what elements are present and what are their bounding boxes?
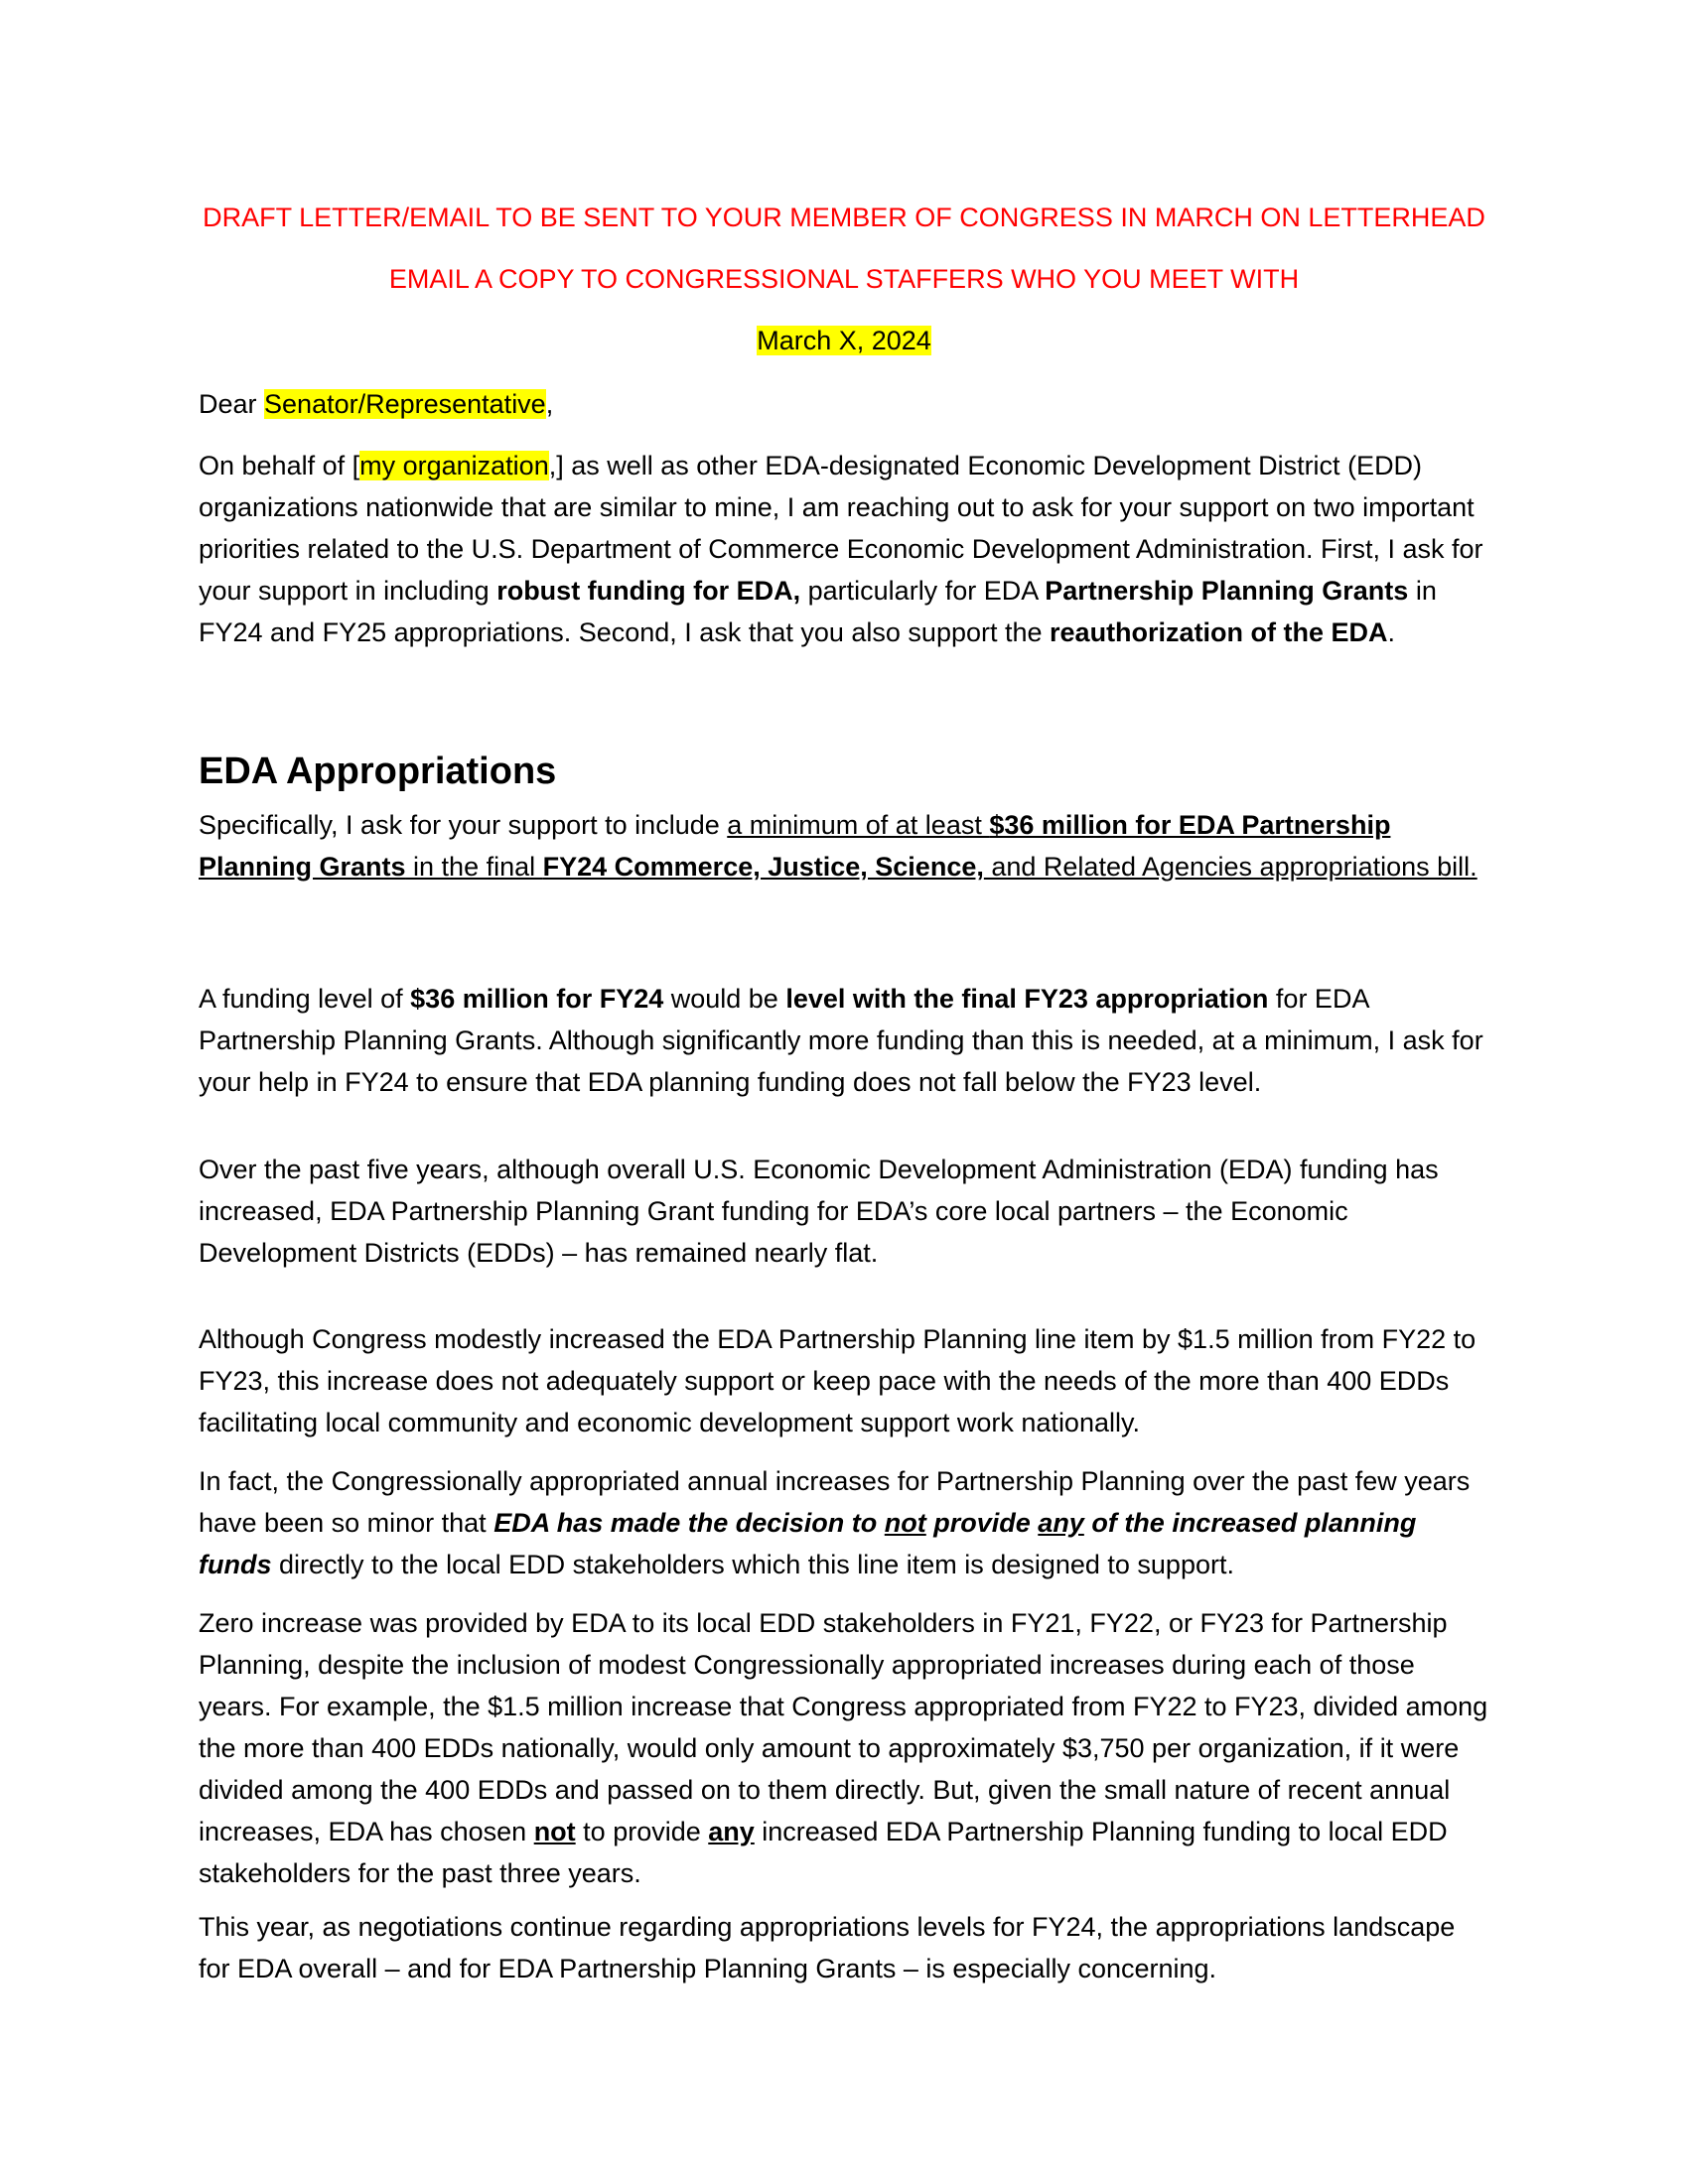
recipient-placeholder: Senator/Representative: [264, 389, 546, 419]
section-heading: EDA Appropriations: [199, 751, 557, 792]
draft-notice-line-2: EMAIL A COPY TO CONGRESSIONAL STAFFERS WHO YOU MEET WITH: [388, 264, 1300, 294]
letter-date-line: [0, 320, 1688, 361]
zero-increase-paragraph: Zero increase was provided by EDA to its local EDD stakeholders in FY21, FY22, or FY23 for Partnership Planning, despite the inclusion of modest Congressionally appropriated increases during each of those years. For example, the $1.5 million increase that Congress appropriated from FY22 to FY23, divided among the more than 400 EDDs nationally, would only amount to approximately $3,750 per organization, if it were divided among the 400 EDDs and passed on to them directly. But, given the small nature of recent annual increases, EDA has chosen not to provide any increased EDA Partnership Planning funding to local EDD stakeholders for the past three years.: [199, 1608, 1488, 1888]
funding-level-paragraph: A funding level of $36 million for FY24 would be level with the final FY23 appropriation for EDA Partnership Planning Grants. Although significantly more funding than this is needed, at a minimum, I ask for your help in FY24 to ensure that EDA planning funding does not fall below the FY23 level.: [199, 984, 1483, 1097]
congress-increase-paragraph: Although Congress modestly increased the EDA Partnership Planning line item by $1.5 million from FY22 to FY23, this increase does not adequately support or keep pace with the needs of the more than 400 EDDs facilitating local community and economic development support work nationally.: [199, 1324, 1477, 1437]
fy24-landscape-paragraph: This year, as negotiations continue regarding appropriations levels for FY24, the appropriations landscape for EDA overall – and for EDA Partnership Planning Grants – is especially concerning.: [199, 1912, 1456, 1983]
request-paragraph: Specifically, I ask for your support to include a minimum of at least $36 million for EDA Partnership Planning Grants in the final FY24 Commerce, Justice, Science, and Related Agencies appropriations bill.: [199, 810, 1477, 882]
salutation: Dear Senator/Representative,: [199, 389, 554, 419]
minor-increases-paragraph: In fact, the Congressionally appropriated annual increases for Partnership Planning over the past few years have been so minor that EDA has made the decision to not provide any of the increased planning funds directly to the local EDD stakeholders which this line item is designed to support.: [199, 1466, 1471, 1579]
intro-paragraph: On behalf of [my organization,] as well as other EDA-designated Economic Development District (EDD) organizations nationwide that are similar to mine, I am reaching out to ask for your support on two important priorities related to the U.S. Department of Commerce Economic Development Administration. First, I ask for your support in including robust funding for EDA, particularly for EDA Partnership Planning Grants in FY24 and FY25 appropriations. Second, I ask that you also support the reauthorization of the EDA.: [199, 451, 1483, 647]
draft-notice-line-1: DRAFT LETTER/EMAIL TO BE SENT TO YOUR MEMBER OF CONGRESS IN MARCH ON LETTERHEAD: [203, 203, 1485, 232]
letter-date: March X, 2024: [757, 326, 931, 355]
organization-placeholder: my organization: [359, 451, 549, 480]
five-years-paragraph: Over the past five years, although overall U.S. Economic Development Administration (EDA) funding has increased, EDA Partnership Planning Grant funding for EDA’s core local partners – the Economic Development Districts (EDDs) – has remained nearly flat.: [199, 1155, 1439, 1268]
